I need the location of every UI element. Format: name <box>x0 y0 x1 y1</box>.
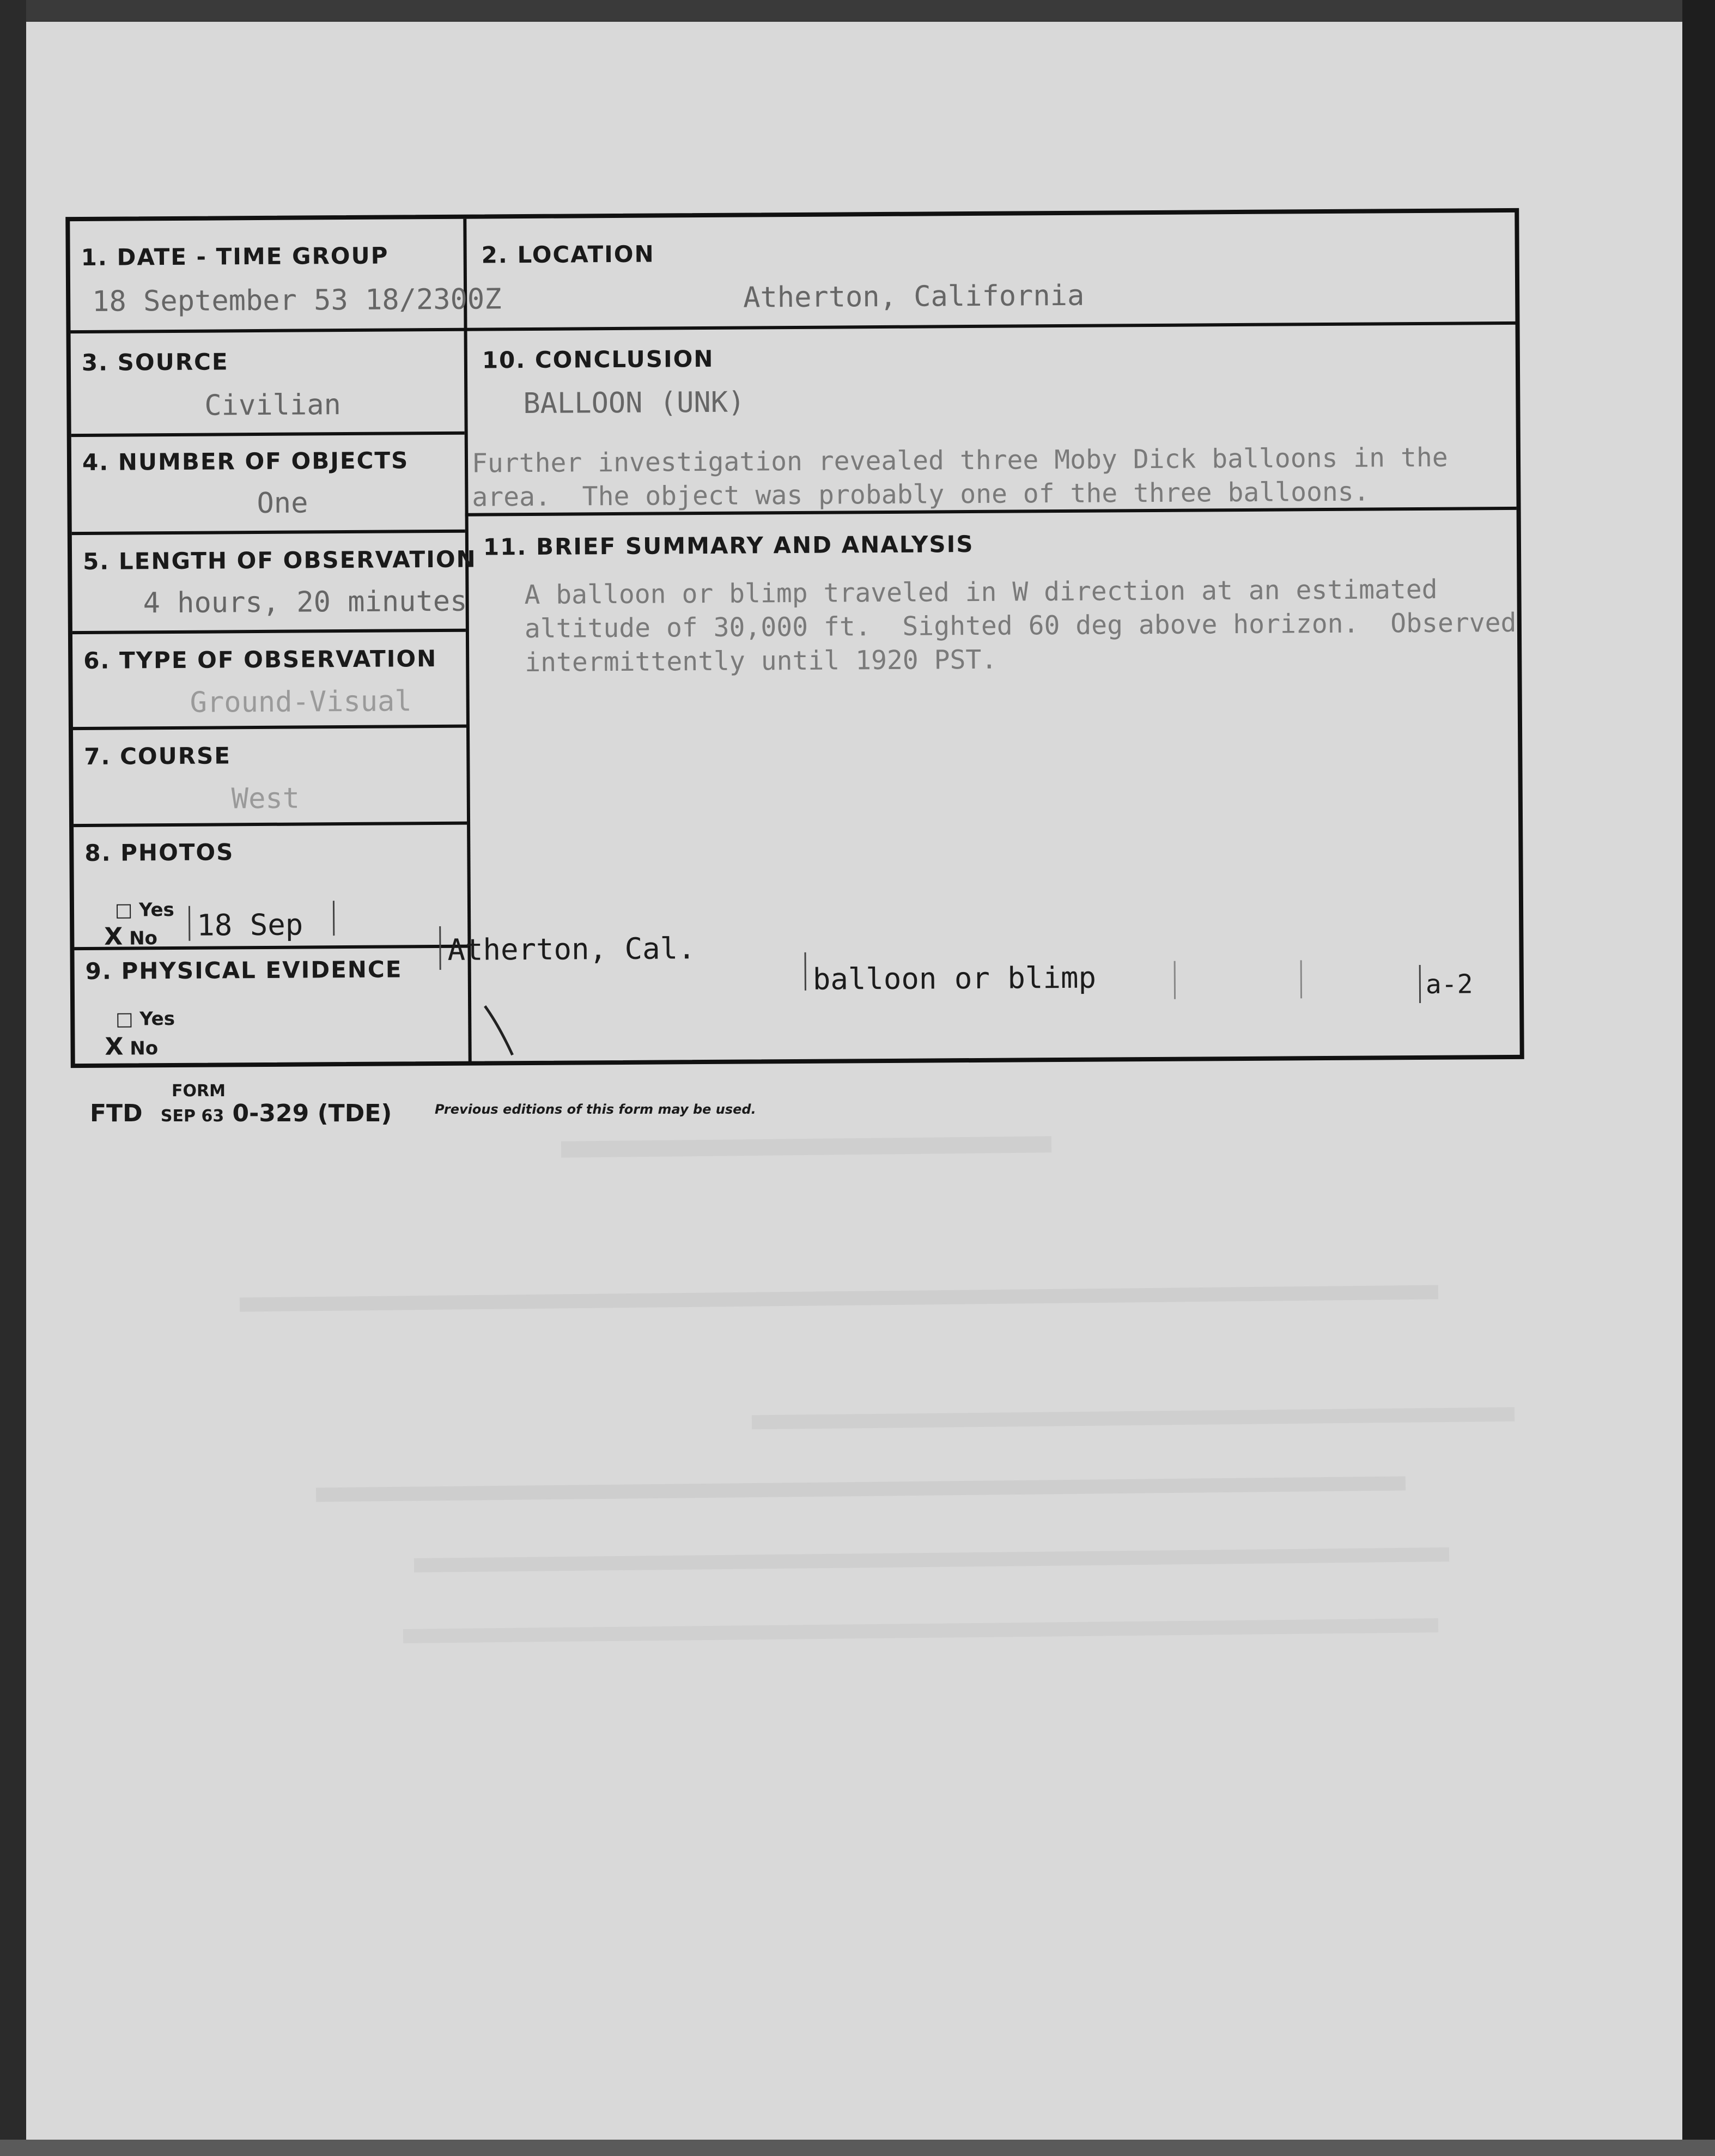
evidence-yes-checkbox[interactable]: □ Yes <box>115 1007 175 1030</box>
row-divider-5 <box>72 629 466 634</box>
hand-tick-4 <box>805 952 806 991</box>
conclusion-line-2: area. The object was probably one of the three balloons. <box>472 476 1370 513</box>
summary-label: 11. BRIEF SUMMARY AND ANALYSIS <box>483 530 974 561</box>
row-divider-4 <box>72 530 465 535</box>
row-divider-1 <box>71 321 1516 333</box>
scan-border-left <box>0 0 26 2156</box>
photos-no-text: No <box>129 927 158 950</box>
footer-date: SEP 63 <box>160 1107 224 1126</box>
row-divider-6 <box>73 725 466 730</box>
photos-label: 8. PHOTOS <box>84 839 234 866</box>
length-of-observation-value: 4 hours, 20 minutes <box>143 585 467 620</box>
location-value: Atherton, California <box>743 279 1085 314</box>
footer-form-id <box>90 1100 392 1127</box>
photos-no-checkbox[interactable] <box>104 922 157 951</box>
evidence-no-mark: X <box>105 1033 124 1061</box>
scan-border-right <box>1682 0 1715 2156</box>
handwritten-date: 18 Sep <box>197 907 303 943</box>
source-value: Civilian <box>204 388 342 422</box>
evidence-yes-text: Yes <box>139 1007 175 1030</box>
footer-number: 0-329 (TDE) <box>232 1100 392 1127</box>
row-divider-3 <box>71 432 465 437</box>
handwritten-description: balloon or blimp <box>812 960 1097 997</box>
type-of-observation-value: Ground-Visual <box>190 685 412 719</box>
location-label: 2. LOCATION <box>481 240 655 269</box>
hand-tick-1 <box>188 906 190 941</box>
scan-border-bottom <box>0 2140 1715 2156</box>
evidence-no-text: No <box>130 1037 159 1060</box>
photos-no-mark: X <box>104 922 123 951</box>
hand-tick-5 <box>1174 961 1176 999</box>
handwritten-code: a-2 <box>1425 969 1473 1000</box>
conclusion-line-1: Further investigation revealed three Moby Dick balloons in the <box>471 442 1448 479</box>
handwritten-location: Atherton, Cal. <box>447 931 696 967</box>
length-of-observation-label: 5. LENGTH OF OBSERVATION <box>82 545 477 575</box>
physical-evidence-label: 9. PHYSICAL EVIDENCE <box>85 956 403 985</box>
conclusion-value: BALLOON (UNK) <box>523 386 745 421</box>
date-time-label: 1. DATE - TIME GROUP <box>81 242 389 271</box>
hand-tick-2 <box>333 901 335 936</box>
footer-form-word: FORM <box>172 1082 226 1101</box>
footer-ftd: FTD <box>90 1100 143 1127</box>
project-record-card <box>65 208 1524 1068</box>
photos-yes-text: Yes <box>138 898 174 921</box>
type-of-observation-label: 6. TYPE OF OBSERVATION <box>83 645 437 674</box>
course-label: 7. COURSE <box>84 742 232 770</box>
summary-line-1: A balloon or blimp traveled in W direction at an estimated <box>524 574 1438 611</box>
summary-line-2: altitude of 30,000 ft. Sighted 60 deg above horizon. Observed <box>524 607 1517 645</box>
scan-border-top <box>0 0 1715 22</box>
photos-yes-checkbox[interactable]: □ Yes <box>114 898 174 921</box>
row-divider-7 <box>74 822 467 827</box>
hand-tick-7 <box>1419 965 1421 1003</box>
source-label: 3. SOURCE <box>81 348 229 376</box>
number-of-objects-value: One <box>257 487 308 520</box>
evidence-no-checkbox[interactable] <box>105 1033 158 1061</box>
footer-note: Previous editions of this form may be used. <box>435 1102 756 1117</box>
number-of-objects-label: 4. NUMBER OF OBJECTS <box>82 447 409 476</box>
date-time-value: 18 September 53 18/2300Z <box>92 283 502 318</box>
summary-line-3: intermittently until 1920 PST. <box>525 644 998 678</box>
hand-tick-3 <box>439 926 441 970</box>
conclusion-label: 10. CONCLUSION <box>482 345 714 374</box>
hand-tick-6 <box>1300 960 1302 998</box>
pen-stroke <box>482 1003 526 1063</box>
course-value: West <box>231 782 300 816</box>
